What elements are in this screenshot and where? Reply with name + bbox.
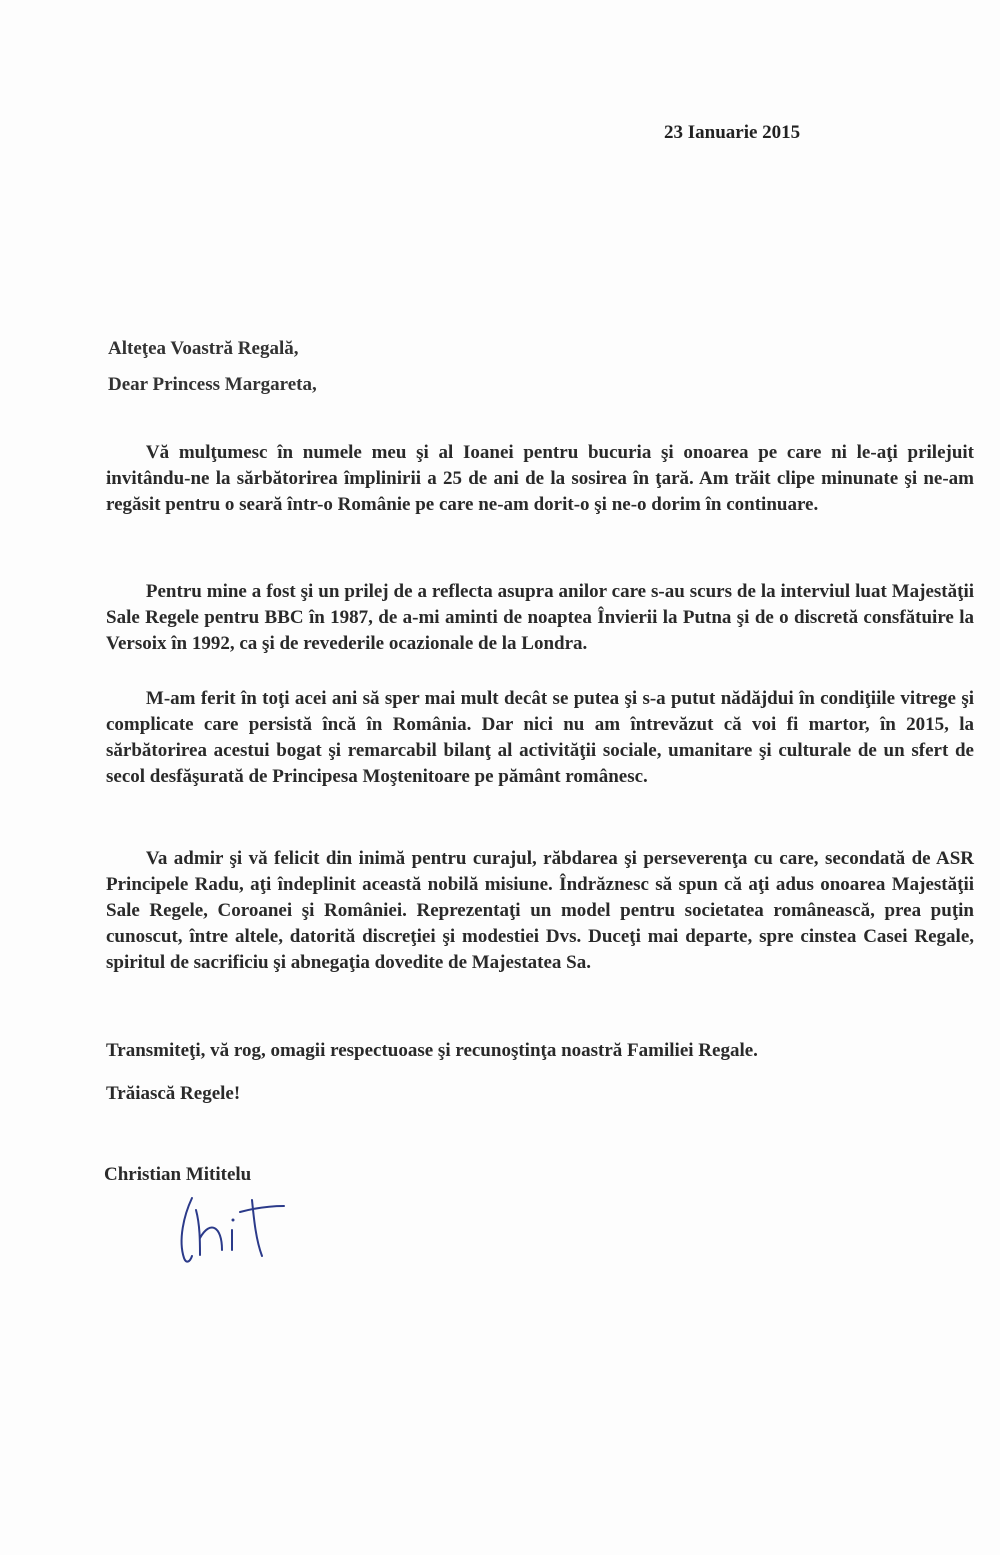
- signature-stroke: [200, 1228, 222, 1250]
- paragraph-4-text: Va admir şi vă felicit din inimă pentru curajul, răbdarea şi perseverenţa cu care, secondată de ASR Principele Radu, aţi îndeplinit această nobilă misiune. Îndrăznesc să spun că aţi adus onoarea Majestăţii Sale Regele, Coroanei şi României. Reprezentaţi un model pentru societatea românească, prea puţin cunoscut, între altele, datorită discreţiei şi modestiei Dvs. Duceţi mai departe, spre cinstea Casei Regale, spiritul de sacrificiu şi abnegaţia dovedite de Majestatea Sa.: [106, 848, 974, 973]
- paragraph-3-text: M-am ferit în toţi acei ani să sper mai mult decât se putea şi s-a putut nădăjdui în condiţiile vitrege şi complicate care persistă încă în România. Dar nici nu am întrevăzut că voi fi martor, în 2015, la sărbătorirea acestui bogat şi remarcabil bilanţ al activităţii sociale, umanitare şi culturale de un sfert de secol desfăşurată de Principesa Moştenitoare pe pământ românesc.: [106, 688, 974, 787]
- closing-request: Transmiteţi, vă rog, omagii respectuoase şi recunoştinţa noastră Familiei Regale.: [106, 1040, 758, 1061]
- paragraph-1: [106, 440, 974, 518]
- closing-salute: Trăiască Regele!: [106, 1083, 241, 1104]
- signer-name: Christian Mititelu: [104, 1164, 252, 1185]
- signature-stroke: [182, 1198, 192, 1262]
- handwritten-signature: [170, 1180, 310, 1275]
- signature-stroke: [240, 1206, 284, 1212]
- salutation-line-1: Alteţea Voastră Regală,: [108, 338, 299, 359]
- paragraph-2-text: Pentru mine a fost şi un prilej de a reflecta asupra anilor care s-au scurs de la interviul luat Majestăţii Sale Regele pentru BBC în 1987, de a-mi aminti de noaptea Învierii la Putna şi de o discretă consfătuire la Versoix în 1992, ca şi de revederile ocazionale de la Londra.: [106, 581, 974, 654]
- paragraph-3: [106, 686, 974, 790]
- paragraph-4: [106, 846, 974, 976]
- paragraph-1-text: Vă mulţumesc în numele meu şi al Ioanei pentru bucuria şi onoarea pe care ni le-aţi prilejuit invitându-ne la sărbătorirea împlinirii a 25 de ani de la sosirea în ţară. Am trăit clipe minunate şi ne-am regăsit pentru o seară într-o Românie pe care ne-am dorit-o şi ne-o dorim în continuare.: [106, 442, 974, 515]
- signature-stroke: [196, 1210, 200, 1255]
- salutation: [108, 331, 317, 403]
- signature-dot: [232, 1219, 235, 1222]
- paragraph-2: [106, 579, 974, 657]
- salutation-line-2: Dear Princess Margareta,: [108, 374, 317, 395]
- letter-date: 23 Ianuarie 2015: [664, 122, 801, 143]
